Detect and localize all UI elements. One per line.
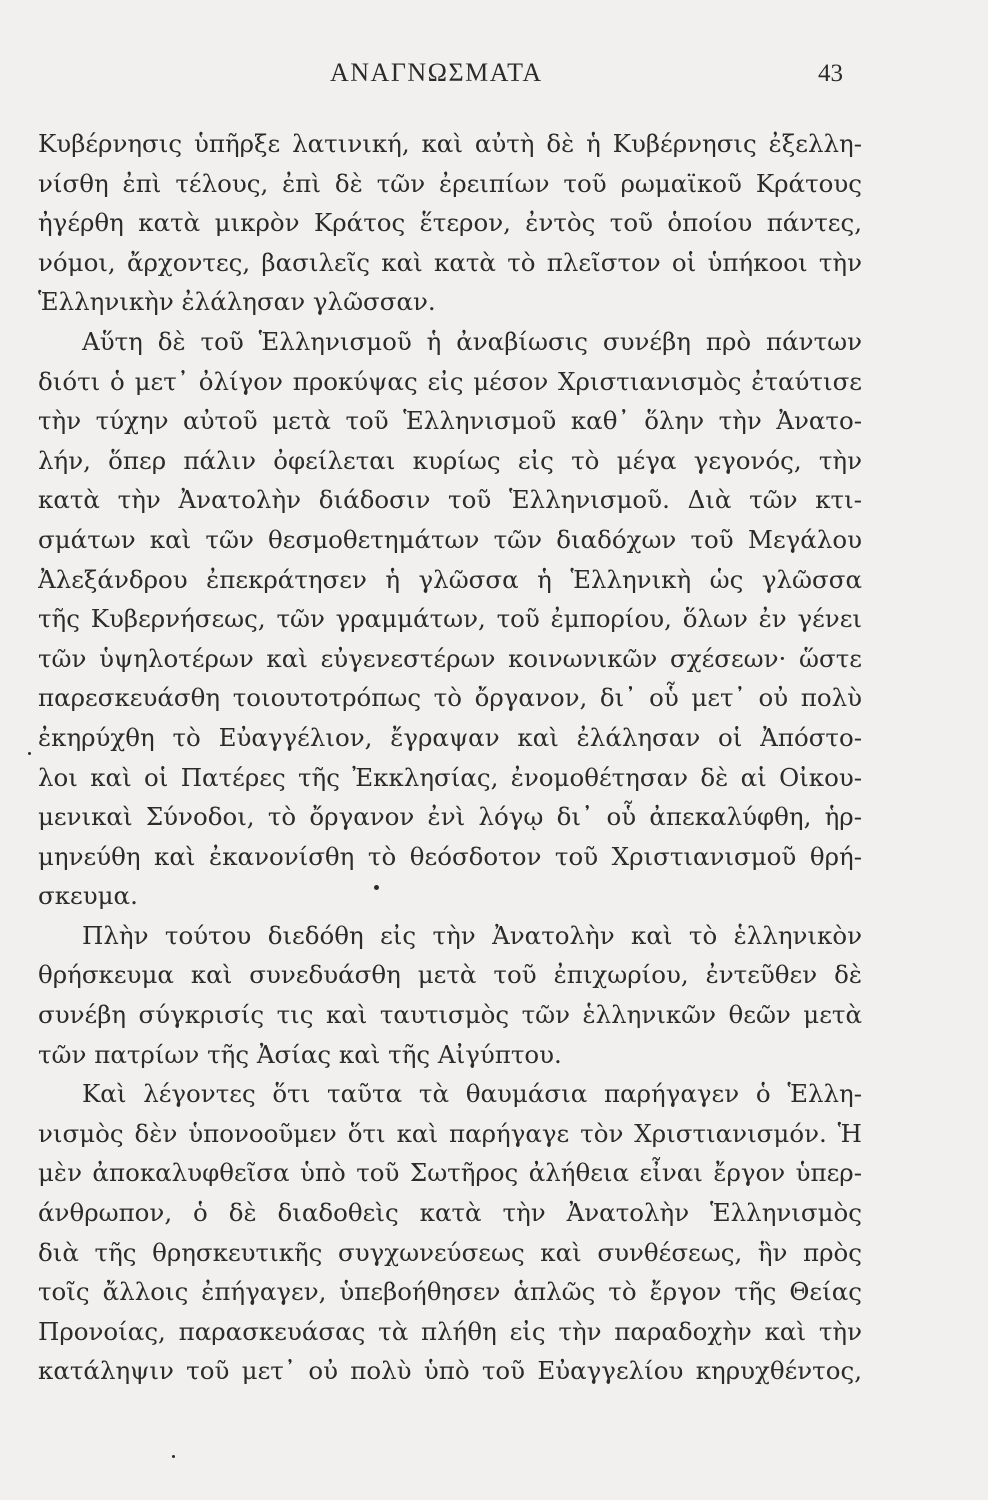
text-line: Καὶ λέγοντες ὅτι ταῦτα τὰ θαυμάσια παρήγαγεν ὁ Ἑλλη- (82, 1079, 862, 1109)
text-line: Προνοίας, παρασκευάσας τὰ πλήθη εἰς τὴν παραδοχὴν καὶ τὴν (38, 1316, 862, 1346)
text-line: τοῖς ἄλλοις ἐπήγαγεν, ὑπεβοήθησεν ἁπλῶς τὸ ἔργον τῆς Θείας (38, 1277, 862, 1307)
text-line: σμάτων καὶ τῶν θεσμοθετημάτων τῶν διαδόχων τοῦ Μεγάλου (38, 524, 862, 554)
body-text (38, 124, 862, 1391)
text-line: Αὕτη δὲ τοῦ Ἑλληνισμοῦ ἡ ἀναβίωσις συνέβη πρὸ πάντων (82, 326, 862, 356)
text-line: παρεσκευάσθη τοιουτοτρόπως τὸ ὄργανον, δι᾿ οὗ μετ᾿ οὐ πολὺ (38, 683, 862, 713)
text-line: λήν, ὅπερ πάλιν ὀφείλεται κυρίως εἰς τὸ μέγα γεγονός, τὴν (38, 445, 862, 475)
page-number: 43 (818, 60, 843, 87)
text-line: Ἑλληνικὴν ἐλάλησαν γλῶσσαν. (38, 287, 436, 317)
print-speck (374, 885, 379, 890)
text-line: νισμὸς δὲν ὑπονοοῦμεν ὅτι καὶ παρήγαγε τὸν Χριστιανισμόν. Ἡ (38, 1118, 862, 1148)
running-title: ΑΝΑΓΝΩΣΜΑΤΑ (330, 58, 543, 87)
text-line: άνθρωπον, ὁ δὲ διαδοθεὶς κατὰ τὴν Ἀνατολὴν Ἑλληνισμὸς (38, 1198, 862, 1228)
text-line: κατὰ τὴν Ἀνατολὴν διάδοσιν τοῦ Ἑλληνισμοῦ. Διὰ τῶν κτι- (38, 485, 862, 515)
text-line: ἐκηρύχθη τὸ Εὐαγγέλιον, ἔγραψαν καὶ ἐλάλησαν οἱ Ἀπόστο- (38, 722, 862, 752)
text-line: τῶν πατρίων τῆς Ἀσίας καὶ τῆς Αἰγύπτου. (38, 1039, 562, 1069)
text-line: Κυβέρνησις ὑπῆρξε λατινική, καὶ αὐτὴ δὲ ἡ Κυβέρνησις ἐξελλη- (38, 129, 862, 158)
text-line: διότι ὁ μετ᾿ ὀλίγον προκύψας εἰς μέσον Χριστιανισμὸς ἐταύτισε (38, 366, 862, 396)
text-line: τῶν ὑψηλοτέρων καὶ εὐγενεστέρων κοινωνικῶν σχέσεων· ὥστε (38, 643, 862, 673)
text-line: μενικαὶ Σύνοδοι, τὸ ὄργανον ἐνὶ λόγῳ δι᾿ οὗ ἀπεκαλύφθη, ἡρ- (38, 802, 862, 832)
print-speck (28, 752, 31, 755)
text-line: θρήσκευμα καὶ συνεδυάσθη μετὰ τοῦ ἐπιχωρίου, ἐντεῦθεν δὲ (38, 960, 862, 990)
text-line: νίσθη ἐπὶ τέλους, ἐπὶ δὲ τῶν ἐρειπίων τοῦ ρωμαϊκοῦ Κράτους (38, 168, 862, 198)
text-line: κατάληψιν τοῦ μετ᾿ οὐ πολὺ ὑπὸ τοῦ Εὐαγγελίου κηρυχθέντος, (38, 1356, 862, 1386)
text-line: λοι καὶ οἱ Πατέρες τῆς Ἐκκλησίας, ἐνομοθέτησαν δὲ αἱ Οἰκου- (38, 762, 862, 792)
text-line: συνέβη σύγκρισίς τις καὶ ταυτισμὸς τῶν ἑλληνικῶν θεῶν μετὰ (38, 1000, 862, 1030)
text-line: διὰ τῆς θρησκευτικῆς συγχωνεύσεως καὶ συνθέσεως, ἣν πρὸς (38, 1237, 862, 1267)
text-line: Ἀλεξάνδρου ἐπεκράτησεν ἡ γλῶσσα ἡ Ἑλληνικὴ ὡς γλῶσσα (38, 564, 862, 594)
text-line: μὲν ἀποκαλυφθεῖσα ὑπὸ τοῦ Σωτῆρος ἀλήθεια εἶναι ἔργον ὑπερ- (38, 1158, 862, 1188)
text-line: μηνεύθη καὶ ἐκανονίσθη τὸ θεόσδοτον τοῦ Χριστιανισμοῦ θρή- (38, 841, 862, 871)
text-line: Πλὴν τούτου διεδόθη εἰς τὴν Ἀνατολὴν καὶ τὸ ἑλληνικὸν (82, 920, 862, 950)
text-line: σκευμα. (38, 881, 138, 911)
text-line: τὴν τύχην αὐτοῦ μετὰ τοῦ Ἑλληνισμοῦ καθ᾿ ὅλην τὴν Ἀνατο- (38, 406, 862, 436)
text-line: τῆς Κυβερνήσεως, τῶν γραμμάτων, τοῦ ἐμπορίου, ὅλων ἐν γένει (38, 604, 862, 634)
text-line: ἠγέρθη κατὰ μικρὸν Κράτος ἕτερον, ἐντὸς τοῦ ὁποίου πάντες, (38, 208, 862, 238)
text-line: νόμοι, ἄρχοντες, βασιλεῖς καὶ κατὰ τὸ πλεῖστον οἱ ὑπήκοοι τὴν (38, 247, 862, 277)
print-speck (172, 1455, 175, 1458)
